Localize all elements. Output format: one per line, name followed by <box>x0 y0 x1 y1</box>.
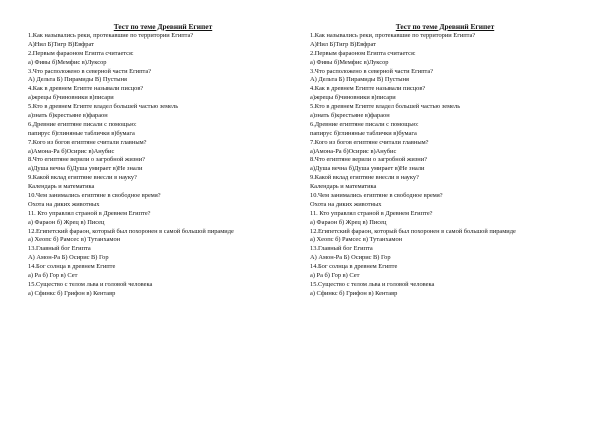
left-text-line: а)жрецы б)чиновники в)писари <box>28 94 114 102</box>
left-question-list <box>28 32 298 299</box>
right-text-line: Охота на диких животных <box>310 200 382 208</box>
right-text-line: А) Амон-Ра Б) Осирис В) Гор <box>310 254 391 262</box>
right-text-line: а) Фараон б) Жрец в) Писец <box>310 218 387 226</box>
right-test-title: Тест по теме Древний Египет <box>395 22 495 31</box>
right-text-line: 15.Существо с телом льва и головой человека <box>310 280 435 288</box>
right-text-line: 14.Бог солнца в древнем Египте <box>310 263 398 271</box>
left-text-line: А)Нил Б)Тигр В)Евфрат <box>28 40 94 48</box>
left-text-line: а) Фивы б)Мемфис в)Луксор <box>28 58 107 66</box>
right-text-line: а)Амона-Ра б)Осирис в)Анубис <box>310 147 397 155</box>
left-text-line: 12.Египетский фараон, который был похоронен в самой большой пирамиде <box>28 227 234 235</box>
left-text-line: 7.Кого из богов египтяне считали главным? <box>28 138 147 146</box>
left-text-line: 8.Что египтяне верили о загробной жизни? <box>28 156 145 164</box>
right-text-line: а) Ра б) Гор в) Сет <box>310 272 360 280</box>
right-text-line: 6.Древние египтяне писали с помощью: <box>310 120 419 128</box>
left-text-line: а)Амона-Ра б)Осирис в)Анубис <box>28 147 115 155</box>
left-text-line: папирус б)глиняные таблички в)бумага <box>28 129 135 137</box>
left-text-line: 9.Какой вклад египтяне внесли в науку? <box>28 174 137 182</box>
right-question-list <box>310 32 580 299</box>
right-text-line: 13.Главный бог Египта <box>310 245 373 253</box>
right-text-line: 7.Кого из богов египтяне считали главным? <box>310 138 429 146</box>
right-text-line: А)Нил Б)Тигр В)Евфрат <box>310 40 376 48</box>
right-text-line: а)жрецы б)чиновники в)писари <box>310 94 396 102</box>
right-text-line: а)Душа вечна б)Душа умирает в)Не знали <box>310 165 425 173</box>
left-text-line: А) Дельта Б) Пирамиды В) Пустыня <box>28 76 127 84</box>
left-text-line: 11. Кто управлял страной в Древнем Египте? <box>28 209 151 217</box>
left-text-line: а) Хеопс б) Рамсес в) Тутанхамон <box>28 236 121 244</box>
left-text-line: 6.Древние египтяне писали с помощью: <box>28 120 137 128</box>
left-text-line: а) Ра б) Гор в) Сет <box>28 272 78 280</box>
right-test-column <box>310 22 580 299</box>
left-text-line: 4.Как в древнем Египте называли писцов? <box>28 85 144 93</box>
left-text-line: А) Амон-Ра Б) Осирис В) Гор <box>28 254 109 262</box>
left-text-line: 1.Как назывались реки, протекавшие по территории Египта? <box>28 32 194 39</box>
right-text-line: а) Сфинкс б) Грифон в) Кентавр <box>310 289 398 297</box>
left-text-line: Охота на диких животных <box>28 200 100 208</box>
left-text-line: 5.Кто в древнем Египте владел большей частью земель <box>28 103 179 111</box>
right-text-line: 2.Первым фараоном Египта считается: <box>310 49 416 57</box>
right-text-line: а) Фивы б)Мемфис в)Луксор <box>310 58 389 66</box>
left-test-title: Тест по теме Древний Египет <box>113 22 213 31</box>
left-text-line: а)Душа вечна б)Душа умирает в)Не знали <box>28 165 143 173</box>
right-text-line: 11. Кто управлял страной в Древнем Египте? <box>310 209 433 217</box>
right-text-line: 4.Как в древнем Египте называли писцов? <box>310 85 426 93</box>
right-text-line: 1.Как назывались реки, протекавшие по территории Египта? <box>310 32 476 39</box>
right-text-line: 3.Что расположено в северной части Египта? <box>310 67 434 75</box>
right-text-line: А) Дельта Б) Пирамиды В) Пустыня <box>310 76 409 84</box>
left-text-line: 15.Существо с телом льва и головой человека <box>28 280 153 288</box>
left-text-line: а) Фараон б) Жрец в) Писец <box>28 218 105 226</box>
left-text-line: 14.Бог солнца в древнем Египте <box>28 263 116 271</box>
left-text-line: а) Сфинкс б) Грифон в) Кентавр <box>28 289 116 297</box>
right-text-line: 9.Какой вклад египтяне внесли в науку? <box>310 174 419 182</box>
left-test-column <box>28 22 298 299</box>
right-text-line: 5.Кто в древнем Египте владел большей частью земель <box>310 103 461 111</box>
left-text-line: 10.Чем занимались египтяне в свободное время? <box>28 192 161 200</box>
right-text-line: 12.Египетский фараон, который был похоронен в самой большой пирамиде <box>310 227 516 235</box>
right-text-line: а) Хеопс б) Рамсес в) Тутанхамон <box>310 236 403 244</box>
right-text-line: 10.Чем занимались египтяне в свободное время? <box>310 192 443 200</box>
right-text-line: а)знать б)крестьяне в)фараон <box>310 112 390 120</box>
right-text-line: папирус б)глиняные таблички в)бумага <box>310 129 417 137</box>
left-text-line: а)знать б)крестьяне в)фараон <box>28 112 108 120</box>
right-text-line: Календарь и математика <box>310 183 377 191</box>
left-text-line: 2.Первым фараоном Египта считается: <box>28 49 134 57</box>
left-text-line: 3.Что расположено в северной части Египта? <box>28 67 152 75</box>
left-text-line: Календарь и математика <box>28 183 95 191</box>
right-text-line: 8.Что египтяне верили о загробной жизни? <box>310 156 427 164</box>
left-text-line: 13.Главный бог Египта <box>28 245 91 253</box>
